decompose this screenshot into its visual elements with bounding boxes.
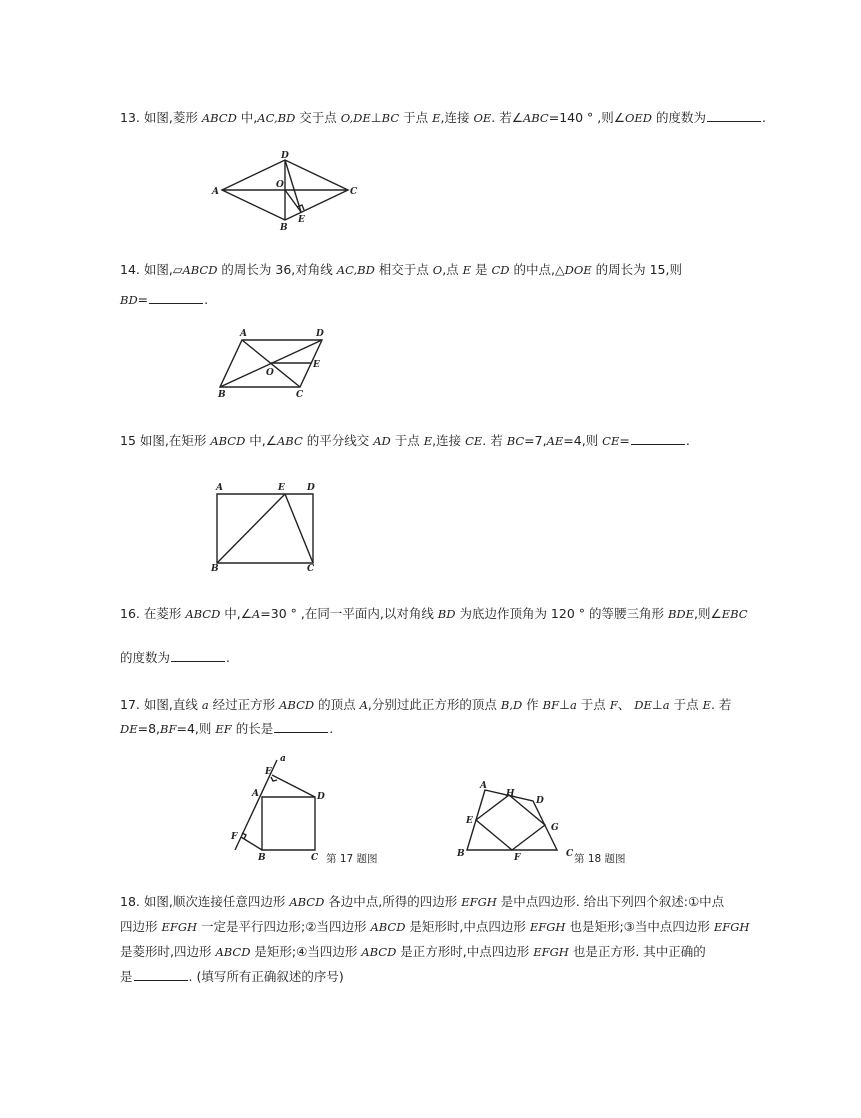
label-E: E [298,215,305,225]
answer-blank[interactable] [171,650,225,662]
answer-blank[interactable] [631,433,685,445]
q13-line1: 13. 如图,菱形 ABCD 中,AC,BD 交于点 O,DE⊥BC 于点 E,连接 OE. 若∠ABC=140 ° ,则∠OED 的度数为 . [120,110,766,125]
label-E: E [278,483,285,493]
answer-blank[interactable] [149,292,203,304]
label-a: a [280,754,286,764]
label-A: A [216,483,223,493]
label-G: G [551,823,559,833]
q18-line3: 是菱形时,四边形 ABCD 是矩形;④当四边形 ABCD 是正方形时,中点四边形 EFGH 也是正方形. 其中正确的 [120,944,706,959]
label-C: C [296,390,304,400]
label-B: B [258,853,266,863]
label-A: A [212,187,219,197]
q14-line1: 14. 如图,▱ABCD 的周长为 36,对角线 AC,BD 相交于点 O,点 E 是 CD 的中点,△DOE 的周长为 15,则 [120,262,682,277]
label-B: B [457,849,465,859]
label-A: A [252,789,259,799]
label-C: C [566,849,574,859]
q16-line1: 16. 在菱形 ABCD 中,∠A=30 ° ,在同一平面内,以对角线 BD 为底边作顶角为 120 ° 的等腰三角形 BDE,则∠EBC [120,606,748,621]
label-C: C [307,564,315,574]
q18-quadrilateral-figure [452,780,637,868]
label-B: B [280,223,288,233]
label-A: A [240,329,247,339]
q17-square-figure [225,755,395,867]
answer-blank[interactable] [134,969,188,981]
answer-blank[interactable] [274,721,328,733]
label-F: F [231,832,238,842]
figure-17-caption: 第 17 题图 [326,853,378,865]
label-D: D [536,796,544,806]
q18-line2: 四边形 EFGH 一定是平行四边形;②当四边形 ABCD 是矩形时,中点四边形 EFGH 也是矩形;③当中点四边形 EFGH [120,919,750,934]
q18-line4: 是 . (填写所有正确叙述的序号) [120,969,344,984]
q15-line1: 15 如图,在矩形 ABCD 中,∠ABC 的平分线交 AD 于点 E,连接 CE. 若 BC=7,AE=4,则 CE= . [120,433,690,448]
label-B: B [218,390,226,400]
q18-line1: 18. 如图,顺次连接任意四边形 ABCD 各边中点,所得的四边形 EFGH 是中点四边形. 给出下列四个叙述:①中点 [120,894,725,909]
label-E: E [265,767,272,777]
q16-line2: 的度数为 . [120,650,230,665]
label-D: D [317,792,325,802]
q15-rectangle-figure [205,478,335,573]
q13-rhombus-figure [205,150,365,235]
label-A: A [480,781,487,791]
label-D: D [307,483,315,493]
q14-line2: BD= . [120,292,209,307]
label-C: C [350,187,358,197]
q17-line1: 17. 如图,直线 a 经过正方形 ABCD 的顶点 A,分别过此正方形的顶点 B,D 作 BF⊥a 于点 F、 DE⊥a 于点 E. 若 [120,697,732,712]
label-E: E [466,816,473,826]
answer-blank[interactable] [707,110,761,122]
label-B: B [211,564,219,574]
label-O: O [266,368,274,378]
figure-18-caption: 第 18 题图 [574,853,626,865]
label-H: H [506,789,515,799]
label-F: F [514,853,521,863]
q14-parallelogram-figure [212,325,342,405]
label-D: D [281,151,289,161]
label-D: D [316,329,324,339]
label-E: E [313,360,320,370]
label-C: C [311,853,319,863]
label-O: O [276,180,284,190]
q17-line2: DE=8,BF=4,则 EF 的长是 . [120,721,334,736]
